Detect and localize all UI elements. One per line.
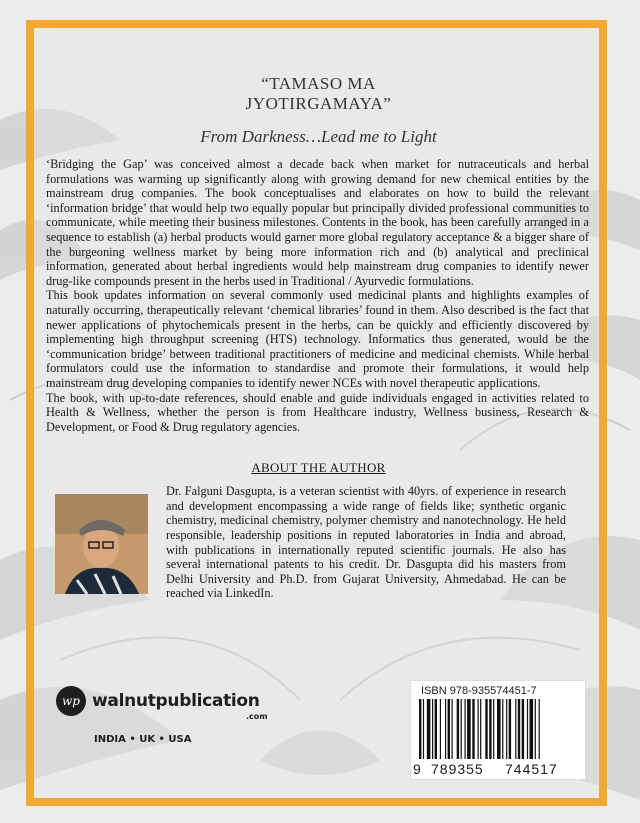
barcode-bar — [502, 699, 503, 759]
publisher-domain: .com — [246, 712, 268, 721]
publisher-name: walnutpublication — [92, 691, 260, 711]
blurb — [42, 157, 595, 434]
publisher-badge-icon: wp — [56, 686, 86, 716]
barcode-bar — [509, 699, 511, 759]
barcode-bar — [530, 699, 534, 759]
author-photo — [55, 494, 148, 594]
barcode-digits-right: 744517 — [505, 761, 558, 777]
barcode-bar — [432, 699, 433, 759]
blurb-paragraph-1: ‘Bridging the Gap’ was conceived almost a decade back when market for nutraceuticals and herbal formulations was warming up significantly along with growing demand for new chemical entities by the mainstream drug companies. The book conceptualises and elaborates on how to build the relevant ‘information bridge’ that would help two equally popular but principally divided professional communities to communicate, while meeting their business milestones. Contents in the book, has been carefully arranged in a sequence to establish (a) herbal products would garner more global regulatory acceptance & a bigger share of the burgeoning wellness market by being more information rich and (b) analytical and preclinical information, generated about herbal ingredients would help mainstream drug companies to identify newer drug-like compounds present in the herbs used in Traditional / Ayurvedic formulations. — [46, 157, 589, 288]
barcode-bar — [485, 699, 487, 759]
barcode-bar — [506, 699, 507, 759]
barcode-bar — [480, 699, 481, 759]
quote-line-2: JYOTIRGAMAYA” — [245, 94, 392, 113]
about-author-heading: ABOUT THE AUTHOR — [251, 460, 386, 476]
quote-line-1: “TAMASO MA — [261, 74, 376, 93]
barcode-bar — [445, 699, 446, 759]
barcode-bar — [493, 699, 494, 759]
publisher-countries: INDIA • UK • USA — [94, 734, 192, 745]
author-portrait-image — [55, 494, 148, 594]
barcode-bar — [452, 699, 453, 759]
barcode-bar — [527, 699, 528, 759]
barcode-bar — [440, 699, 441, 759]
sanskrit-quote — [42, 74, 595, 114]
barcode-bar — [497, 699, 501, 759]
barcode-bar — [457, 699, 459, 759]
barcode-bars — [417, 699, 579, 761]
publisher-block — [56, 686, 268, 745]
barcode-bar — [467, 699, 471, 759]
barcode-bar — [465, 699, 466, 759]
barcode-bar — [515, 699, 516, 759]
barcode-bar — [461, 699, 462, 759]
barcode-bar — [419, 699, 421, 759]
isbn-barcode — [410, 680, 586, 780]
barcode-bar — [518, 699, 520, 759]
barcode-bar — [435, 699, 437, 759]
publisher-logo — [56, 686, 260, 716]
barcode-bar — [478, 699, 479, 759]
barcode-digit-first: 9 — [413, 761, 422, 777]
barcode-bar — [427, 699, 431, 759]
blurb-paragraph-3: The book, with up-to-date references, should enable and guide individuals engaged in activities related to Health & Wellness, whether the person is from Healthcare industry, Wellness business, Research & Development, or Food & Drug regulatory agencies. — [46, 390, 589, 434]
quote-translation: From Darkness…Lead me to Light — [200, 127, 437, 146]
content-area — [42, 34, 595, 794]
barcode-bar — [489, 699, 491, 759]
barcode-digits-left: 789355 — [431, 761, 484, 777]
barcode-bar — [535, 699, 536, 759]
barcode-bar — [448, 699, 450, 759]
blurb-paragraph-2: This book updates information on several commonly used medicinal plants and highlights examples of naturally occurring, therapeutically relevant ‘chemical libraries’ found in them. Also described is the fact that newer applications of phytochemicals present in the herbs, can be quickly and efficiently discovered by implementing high throughput screening (HTS) technology. Informatics thus generated, would be the ‘communication bridge’ between traditional practitioners of medicine and medicinal chemists. While herbal formulators could use the information to standardise and promote their formulations, it would help mainstream drug developing companies to identify newer NCEs with novel therapeutic applications. — [46, 288, 589, 390]
barcode-bar — [472, 699, 474, 759]
barcode-bar — [522, 699, 524, 759]
isbn-label: ISBN 978-935574451-7 — [421, 685, 537, 697]
barcode-bar — [423, 699, 424, 759]
barcode-bar — [539, 699, 540, 759]
author-bio: Dr. Falguni Dasgupta, is a veteran scientist with 40yrs. of experience in research and development encompassing a wide range of fields like; synthetic organic chemistry, medicinal chemistry, polymer chemistry and nanotechnology. He held responsible, leadership positions in reputed laboratories in India and abroad, with publications in internationally reputed scientific journals. He also has several international patents to his credit. Dr. Dasgupta did his masters from Delhi University and Ph.D. from Gujarat University, Ahmedabad. He can be reached via LinkedIn. — [166, 484, 566, 601]
author-section — [42, 484, 595, 601]
